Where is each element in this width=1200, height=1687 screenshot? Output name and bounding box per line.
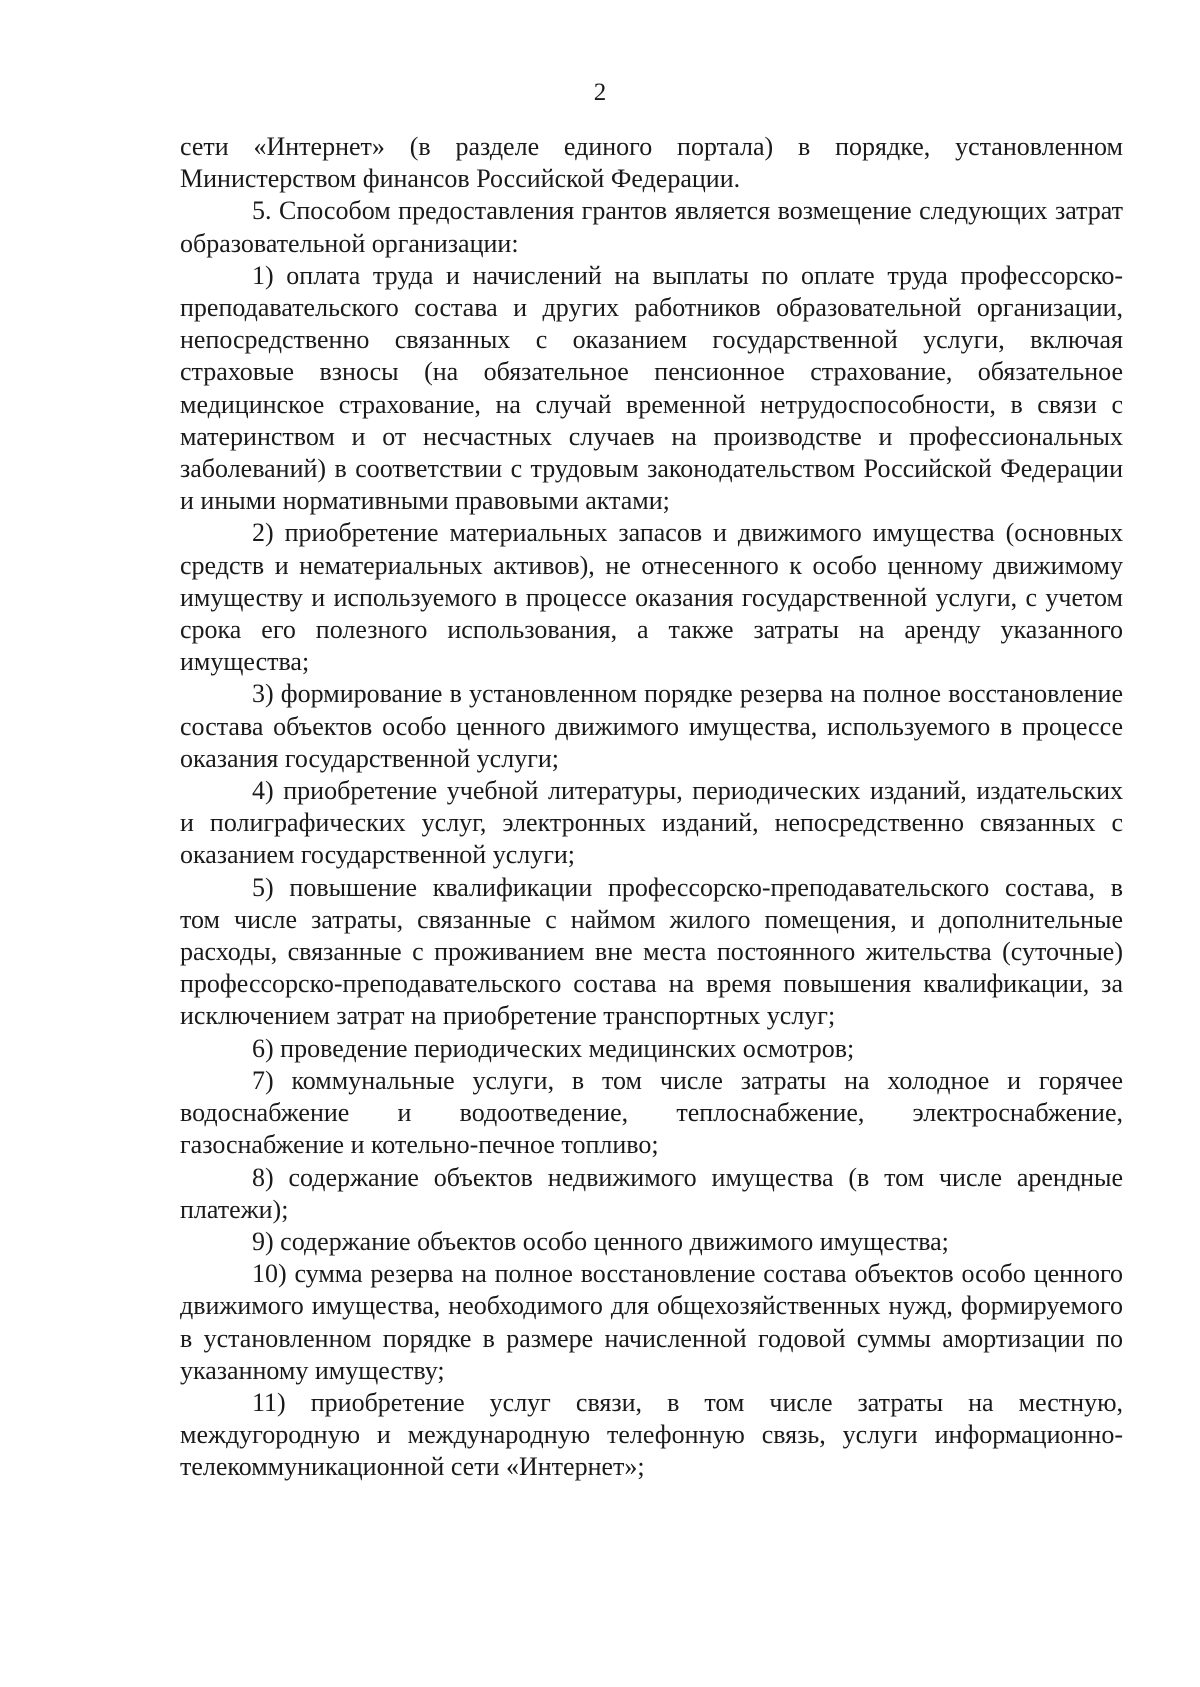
paragraph-continuation: сети «Интернет» (в разделе единого портала) в порядке, установленном Министерством финансов Российской Федерации.: [180, 132, 1123, 194]
paragraph-item-5: 5. Способом предоставления грантов является возмещение следующих затрат образовательной организации:: [180, 196, 1123, 258]
subitem-5: 5) повышение квалификации профессорско-преподавательского состава, в том числе затраты, связанные с наймом жилого помещения, и дополнительные расходы, связанные с проживанием вне места постоянного жительства (суточные) профессорско-преподавательского состава на время повышения квалификации, за исключением затрат на приобретение транспортных услуг;: [180, 872, 1123, 1031]
document-body: [180, 131, 1123, 1484]
page-number: 2: [593, 79, 607, 106]
subitem-6: 6) проведение периодических медицинских осмотров;: [252, 1033, 855, 1063]
subitem-4: 4) приобретение учебной литературы, периодических изданий, издательских и полиграфических услуг, электронных изданий, непосредственно связанных с оказанием государственной услуги;: [180, 776, 1123, 870]
subitem-11: 11) приобретение услуг связи, в том числе затраты на местную, междугородную и международную телефонную связь, услуги информационно-телекоммуникационной сети «Интернет»;: [180, 1387, 1123, 1482]
subitem-8: 8) содержание объектов недвижимого имущества (в том числе арендные платежи);: [180, 1162, 1123, 1224]
subitem-1: 1) оплата труда и начислений на выплаты по оплате труда профессорско-преподавательского состава и других работников образовательной организации, непосредственно связанных с оказанием государственной услуги, включая страховые взносы (на обязательное пенсионное страхование, обязательное медицинское страхование, на случай временной нетрудоспособности, в связи с материнством и от несчастных случаев на производстве и профессиональных заболеваний) в соответствии с трудовым законодательством Российской Федерации и иными нормативными правовыми актами;: [180, 260, 1123, 516]
subitem-10: 10) сумма резерва на полное восстановление состава объектов особо ценного движимого имущества, необходимого для общехозяйственных нужд, формируемого в установленном порядке в размере начисленной годовой суммы амортизации по указанному имуществу;: [180, 1259, 1123, 1385]
subitem-7: 7) коммунальные услуги, в том числе затраты на холодное и горячее водоснабжение и водоотведение, теплоснабжение, электроснабжение, газоснабжение и котельно-печное топливо;: [180, 1065, 1123, 1160]
subitem-2: 2) приобретение материальных запасов и движимого имущества (основных средств и нематериальных активов), не отнесенного к особо ценному движимому имуществу и используемого в процессе оказания государственной услуги, с учетом срока его полезного использования, а также затраты на аренду указанного имущества;: [180, 518, 1123, 677]
subitem-9: 9) содержание объектов особо ценного движимого имущества;: [252, 1226, 949, 1256]
subitem-3: 3) формирование в установленном порядке резерва на полное восстановление состава объектов особо ценного движимого имущества, используемого в процессе оказания государственной услуги;: [180, 679, 1123, 773]
